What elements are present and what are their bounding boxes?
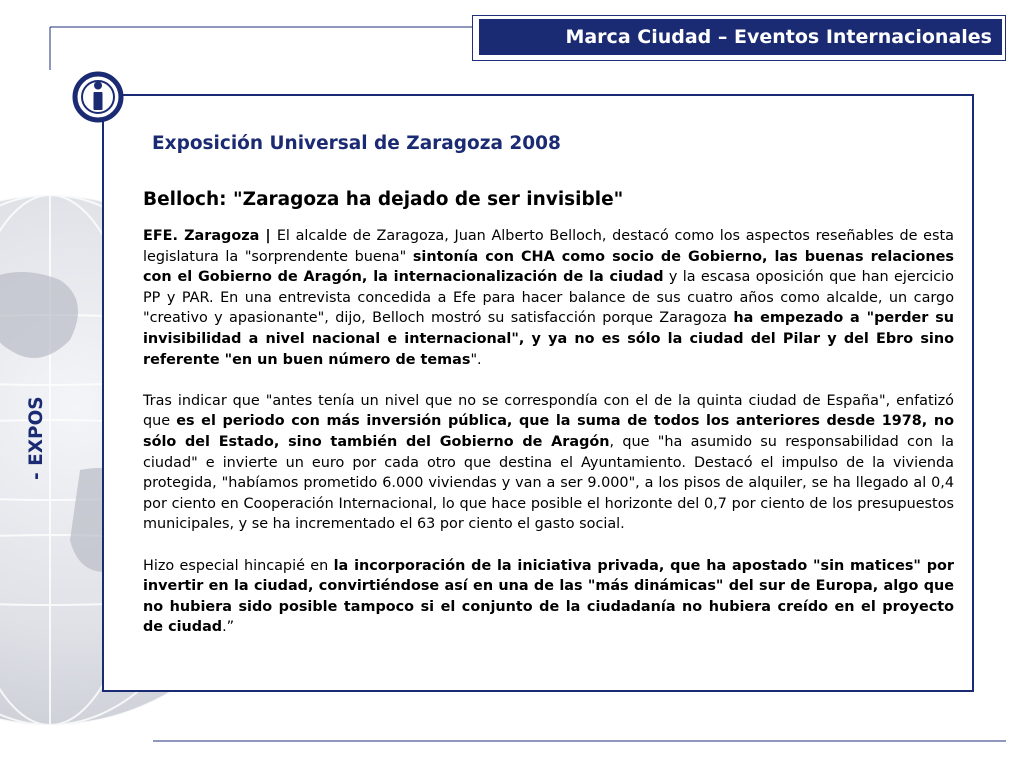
- bold-text-run: ha empezado a "perder su invisibilidad a nivel nacional e internacional", y ya no es sólo la ciudad del Pilar y del Ebro sino referente "en un buen número de temas: [143, 310, 954, 368]
- bold-text-run: es el periodo con más inversión pública, que la suma de todos los anteriores desde 1978, no sólo del Estado, sino también del Gobierno de Aragón: [143, 413, 954, 450]
- side-label-expos: - EXPOS: [26, 396, 47, 480]
- text-run: ".: [470, 351, 482, 368]
- text-run: El alcalde de Zaragoza, Juan Alberto Belloch, destacó como los aspectos reseñables de esta legislatura la "sorprendente buena": [143, 228, 954, 265]
- section-title: Exposición Universal de Zaragoza 2008: [152, 133, 561, 154]
- bold-text-run: sintonía con CHA como socio de Gobierno, las buenas relaciones con el Gobierno de Aragón, la internacionalización de la ciudad: [143, 248, 954, 286]
- article-body: [143, 226, 954, 658]
- article-paragraph-1: [143, 226, 954, 370]
- text-run: Tras indicar que "antes tenía un nivel que no se correspondía con el de la quinta ciudad de España", enfatizó que: [143, 392, 954, 430]
- info-icon: [72, 71, 124, 123]
- article-paragraph-3: [143, 556, 954, 638]
- bold-text-run: la incorporación de la iniciativa privada, que ha apostado "sin matices" por invertir en la ciudad, convirtiéndose así en una de las "más dinámicas" del sur de Europa, algo que no hubiera sido posible tampoco si el conjunto de la ciudadanía no hubiera creído en el proyecto de ciudad: [143, 557, 954, 636]
- page-header-title: Marca Ciudad – Eventos Internacionales: [479, 19, 1002, 55]
- text-run: Hizo especial hincapié en: [143, 557, 334, 574]
- article-paragraph-2: [143, 391, 954, 535]
- text-run: .”: [222, 619, 235, 636]
- article-headline: Belloch: "Zaragoza ha dejado de ser invisible": [143, 189, 624, 210]
- text-run: , que "ha asumido su responsabilidad con la ciudad" e invierte un euro por cada otro que destina el Ayuntamiento. Destacó el impulso de la vivienda protegida, "habíamos prometido 6.000 viviendas y van a ser 9.000", a los pisos de alquiler, se ha llegado al 0,4 por ciento en Cooperación Internacional, lo que hace posible el horizonte del 0,7 por ciento de los presupuestos municipales, y se ha incrementado el 63 por ciento el gasto social.: [143, 433, 954, 533]
- text-run: y la escasa oposición que han ejercicio PP y PAR. En una entrevista concedida a Efe para hacer balance de sus cuatro años como alcalde, un cargo "creativo y apasionante", dijo, Belloch mostró su satisfacción porque Zaragoza: [143, 269, 954, 327]
- bold-text-run: EFE. Zaragoza |: [143, 228, 277, 244]
